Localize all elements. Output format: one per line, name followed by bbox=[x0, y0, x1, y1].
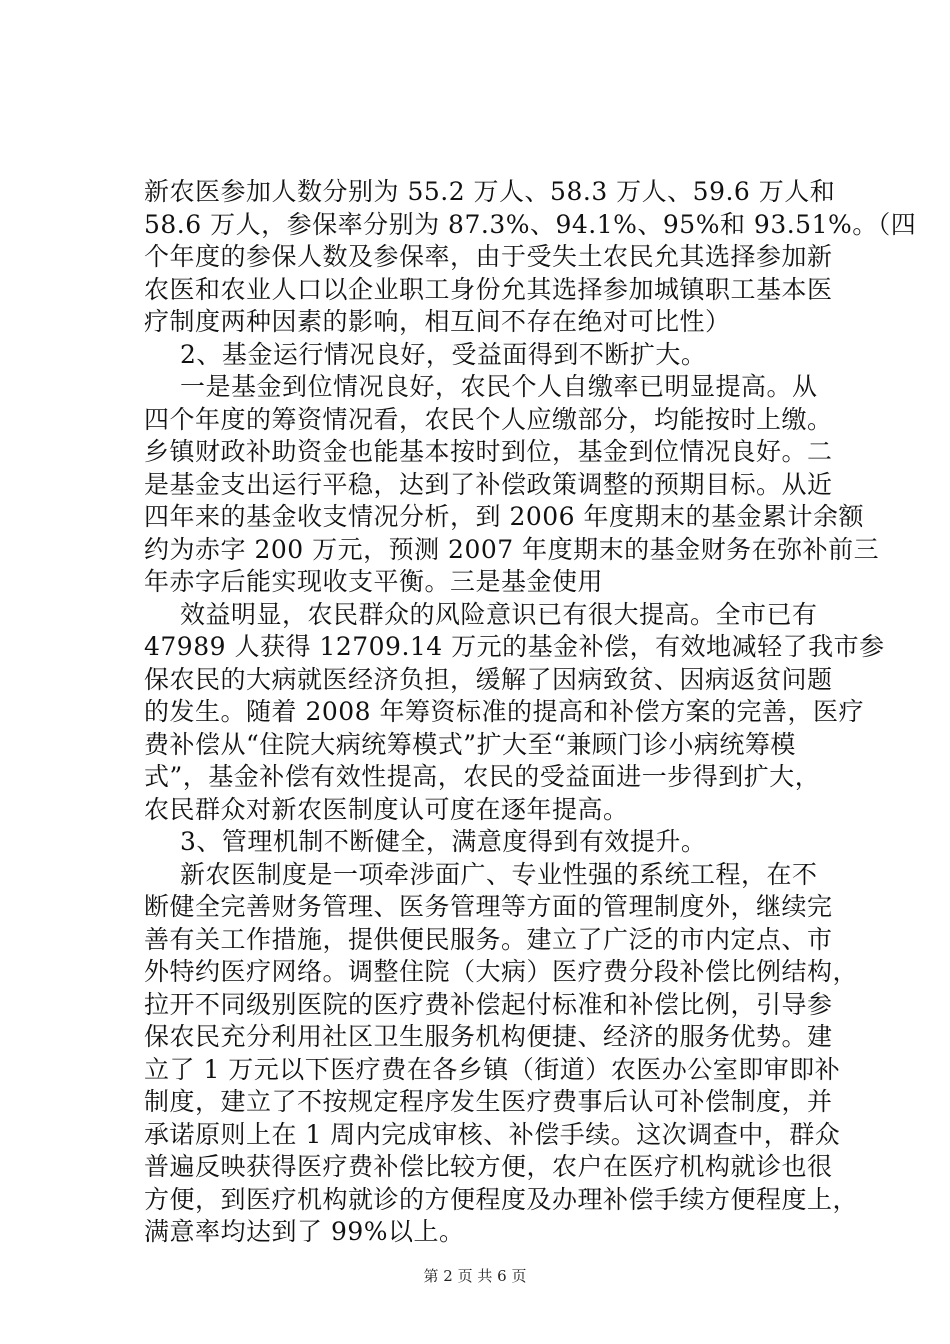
text-line: 新农医制度是一项牵涉面广、专业性强的系统工程，在不 bbox=[180, 859, 818, 889]
text-line: 普遍反映获得医疗费补偿比较方便，农户在医疗机构就诊也很 bbox=[144, 1152, 833, 1181]
text-line: 满意率均达到了 99%以上。 bbox=[144, 1217, 465, 1246]
body-text bbox=[144, 176, 917, 1249]
text-line: 断健全完善财务管理、医务管理等方面的管理制度外，继续完 bbox=[144, 892, 833, 921]
text-line: 保农民充分利用社区卫生服务机构便捷、经济的服务优势。建 bbox=[144, 1022, 833, 1051]
text-line: 善有关工作措施，提供便民服务。建立了广泛的市内定点、市 bbox=[144, 924, 833, 954]
text-line: 农医和农业人口以企业职工身份允其选择参加城镇职工基本医 bbox=[144, 274, 833, 304]
page-footer: 第 2 页 共 6 页 bbox=[423, 1267, 527, 1285]
text-line: 农民群众对新农医制度认可度在逐年提高。 bbox=[144, 794, 629, 824]
text-line: 疗制度两种因素的影响，相互间不存在绝对可比性） bbox=[144, 307, 731, 336]
text-line: 外特约医疗网络。调整住院（大病）医疗费分段补偿比例结构， bbox=[144, 957, 859, 986]
text-line: 拉开不同级别医院的医疗费补偿起付标准和补偿比例，引导参 bbox=[144, 989, 833, 1019]
text-line: 效益明显，农民群众的风险意识已有很大提高。全市已有 bbox=[180, 599, 818, 629]
text-line: 个年度的参保人数及参保率，由于受失土农民允其选择参加新 bbox=[144, 242, 833, 271]
text-line: 58.6 万人，参保率分别为 87.3%、94.1%、95%和 93.51%。（四 bbox=[144, 209, 917, 239]
section-heading: 3、管理机制不断健全，满意度得到有效提升。 bbox=[180, 827, 707, 856]
text-line: 新农医参加人数分别为 55.2 万人、58.3 万人、59.6 万人和 bbox=[144, 177, 836, 206]
text-line: 一是基金到位情况良好，农民个人自缴率已明显提高。从 bbox=[180, 372, 818, 401]
text-line: 约为赤字 200 万元，预测 2007 年度期末的基金财务在弥补前三 bbox=[144, 534, 880, 564]
text-line: 式”，基金补偿有效性提高，农民的受益面进一步得到扩大， bbox=[144, 762, 821, 791]
text-line: 是基金支出运行平稳，达到了补偿政策调整的预期目标。从近 bbox=[144, 469, 833, 499]
text-line: 乡镇财政补助资金也能基本按时到位，基金到位情况良好。二 bbox=[144, 437, 833, 466]
text-line: 年赤字后能实现收支平衡。三是基金使用 bbox=[144, 567, 604, 596]
text-line: 47989 人获得 12709.14 万元的基金补偿，有效地减轻了我市参 bbox=[144, 632, 885, 661]
text-line: 四年来的基金收支情况分析，到 2006 年度期末的基金累计余额 bbox=[144, 502, 865, 531]
text-line: 立了 1 万元以下医疗费在各乡镇（街道）农医办公室即审即补 bbox=[144, 1054, 841, 1084]
text-line: 保农民的大病就医经济负担，缓解了因病致贫、因病返贫问题 bbox=[144, 664, 833, 694]
text-line: 制度，建立了不按规定程序发生医疗费事后认可补偿制度，并 bbox=[144, 1087, 833, 1116]
text-line: 方便，到医疗机构就诊的方便程度及办理补偿手续方便程度上， bbox=[144, 1184, 859, 1214]
text-line: 四个年度的筹资情况看，农民个人应缴部分，均能按时上缴。 bbox=[144, 404, 833, 434]
text-line: 的发生。随着 2008 年筹资标准的提高和补偿方案的完善，医疗 bbox=[144, 697, 865, 726]
text-line: 承诺原则上在 1 周内完成审核、补偿手续。这次调查中，群众 bbox=[144, 1119, 841, 1149]
section-heading: 2、基金运行情况良好，受益面得到不断扩大。 bbox=[180, 339, 707, 369]
text-line: 费补偿从“住院大病统筹模式”扩大至“兼顾门诊小病统筹模 bbox=[144, 729, 796, 759]
